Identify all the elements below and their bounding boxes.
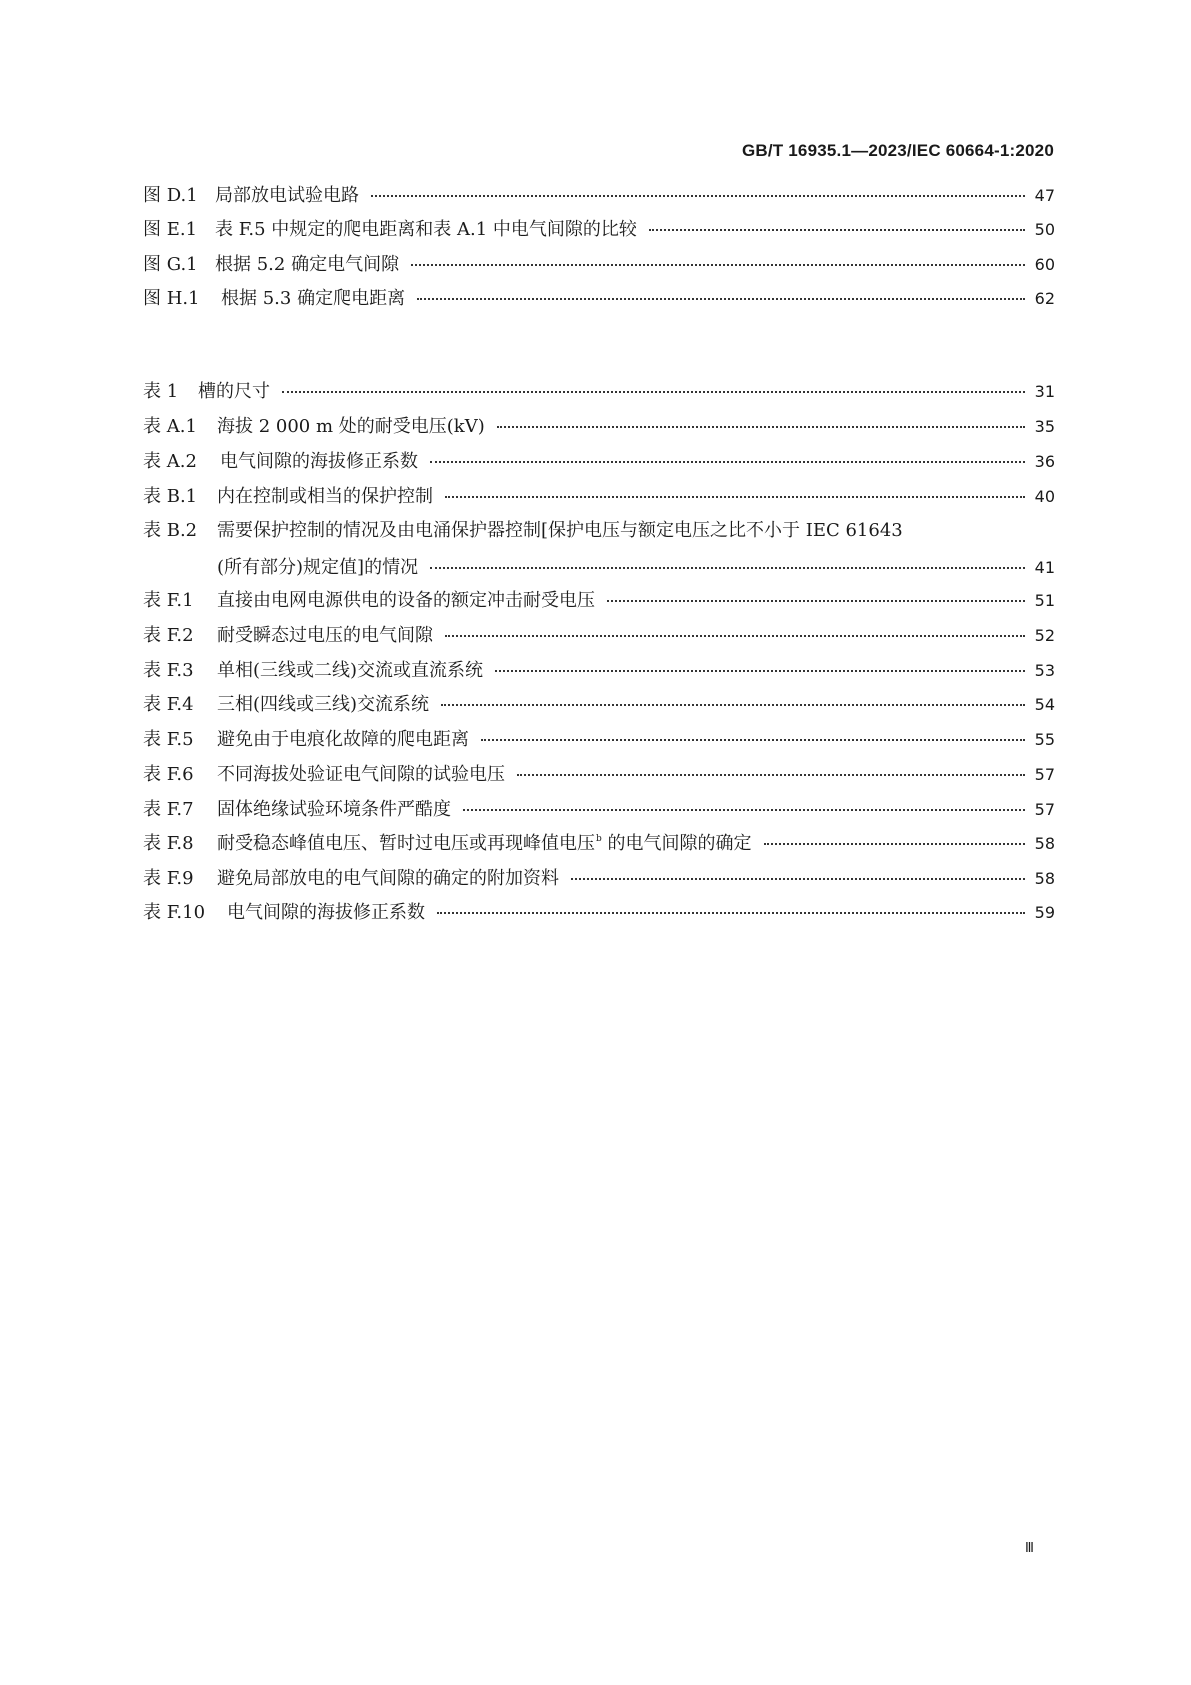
dot-leader (481, 739, 1025, 741)
dot-leader (411, 264, 1025, 266)
entry-label: 表 F.10 (143, 902, 206, 923)
page-number: Ⅲ (1025, 1541, 1033, 1556)
dot-leader (282, 391, 1025, 393)
dot-leader (764, 843, 1025, 845)
entry-title: 表 F.5 中规定的爬电距离和表 A.1 中电气间隙的比较 (215, 219, 637, 240)
toc-entry-figure-h1[interactable] (143, 281, 1055, 317)
entry-title (217, 827, 752, 856)
dot-leader (649, 229, 1025, 231)
entry-label: 表 F.5 (143, 729, 194, 750)
entry-label: 表 F.3 (143, 660, 194, 681)
dot-leader (571, 878, 1025, 880)
entry-title-line1: 需要保护控制的情况及由电涌保护器控制[保护电压与额定电压之比不小于 IEC 61643 (217, 520, 903, 541)
entry-page: 41 (1034, 558, 1055, 577)
entry-label: 表 F.1 (143, 590, 194, 611)
entry-label: 表 B.2 (143, 520, 198, 541)
toc-entry-figure-d1[interactable] (143, 178, 1055, 214)
entry-title: 海拔 2 000 m 处的耐受电压(kV) (217, 416, 485, 437)
entry-page: 50 (1034, 220, 1055, 239)
entry-page: 59 (1034, 903, 1055, 922)
entry-page: 53 (1034, 661, 1055, 680)
entry-title: 避免由于电痕化故障的爬电距离 (217, 729, 469, 750)
entry-label: 表 F.2 (143, 625, 194, 646)
toc-entry-table-b1[interactable] (143, 479, 1055, 515)
dot-leader (417, 298, 1025, 300)
entry-page: 58 (1034, 869, 1055, 888)
toc-entry-table-f8[interactable] (143, 826, 1055, 862)
dot-leader (517, 774, 1025, 776)
toc-entry-figure-e1[interactable] (143, 212, 1055, 248)
toc-entry-table-f10[interactable] (143, 895, 1055, 931)
toc-entry-table-f3[interactable] (143, 653, 1055, 689)
toc-entry-table-f6[interactable] (143, 757, 1055, 793)
entry-label: 图 G.1 (143, 254, 198, 275)
entry-title: 直接由电网电源供电的设备的额定冲击耐受电压 (217, 590, 595, 611)
dot-leader (463, 809, 1025, 811)
dot-leader (445, 635, 1025, 637)
toc-entry-table-f5[interactable] (143, 722, 1055, 758)
entry-label: 图 D.1 (143, 185, 198, 206)
entry-title: 槽的尺寸 (198, 381, 270, 402)
entry-title: 耐受瞬态过电压的电气间隙 (217, 625, 433, 646)
toc-entry-table-f9[interactable] (143, 861, 1055, 897)
dot-leader (437, 912, 1025, 914)
entry-page: 58 (1034, 834, 1055, 853)
entry-label: 表 A.1 (143, 416, 197, 437)
entry-page: 60 (1034, 255, 1055, 274)
footnote-marker: b (596, 834, 602, 844)
entry-page: 31 (1034, 382, 1055, 401)
toc-entry-table-1[interactable] (143, 374, 1055, 410)
entry-page: 57 (1034, 800, 1055, 819)
toc-entry-table-b2[interactable] (143, 514, 1055, 586)
entry-title: 根据 5.3 确定爬电距离 (221, 288, 406, 309)
entry-title: 电气间隙的海拔修正系数 (220, 451, 418, 472)
entry-title: 局部放电试验电路 (215, 185, 359, 206)
entry-label: 表 B.1 (143, 486, 198, 507)
toc-entry-table-a2[interactable] (143, 444, 1055, 480)
entry-title: 内在控制或相当的保护控制 (217, 486, 433, 507)
entry-title-main: 耐受稳态峰值电压、暂时过电压或再现峰值电压 (217, 833, 595, 854)
entry-page: 51 (1034, 591, 1055, 610)
entry-page: 57 (1034, 765, 1055, 784)
dot-leader (495, 670, 1025, 672)
entry-title: (所有部分)规定值]的情况 (217, 557, 419, 578)
entry-title: 避免局部放电的电气间隙的确定的附加资料 (217, 868, 559, 889)
entry-label: 表 1 (143, 381, 179, 402)
entry-label: 图 H.1 (143, 288, 200, 309)
dot-leader (430, 567, 1025, 569)
entry-title: 根据 5.2 确定电气间隙 (215, 254, 400, 275)
document-id-header: GB/T 16935.1—2023/IEC 60664-1:2020 (741, 141, 1054, 160)
dot-leader (371, 195, 1025, 197)
toc-entry-table-f7[interactable] (143, 792, 1055, 828)
entry-page: 62 (1034, 289, 1055, 308)
entry-label: 表 F.9 (143, 868, 194, 889)
entry-label: 表 A.2 (143, 451, 197, 472)
entry-page: 55 (1034, 730, 1055, 749)
entry-title-rest: 的电气间隙的确定 (601, 833, 752, 854)
entry-label: 图 E.1 (143, 219, 198, 240)
entry-title: 单相(三线或二线)交流或直流系统 (217, 660, 484, 681)
toc-entry-table-f1[interactable] (143, 583, 1055, 619)
entry-page: 54 (1034, 695, 1055, 714)
entry-label: 表 F.4 (143, 694, 194, 715)
entry-label: 表 F.8 (143, 833, 194, 854)
entry-page: 52 (1034, 626, 1055, 645)
toc-entry-table-f4[interactable] (143, 687, 1055, 723)
entry-page: 47 (1034, 186, 1055, 205)
toc-entry-table-a1[interactable] (143, 409, 1055, 445)
entry-page: 35 (1034, 417, 1055, 436)
toc-entry-table-f2[interactable] (143, 618, 1055, 654)
entry-page: 40 (1034, 487, 1055, 506)
entry-title: 固体绝缘试验环境条件严酷度 (217, 799, 451, 820)
entry-label: 表 F.7 (143, 799, 194, 820)
entry-title: 三相(四线或三线)交流系统 (217, 694, 430, 715)
entry-title: 不同海拔处验证电气间隙的试验电压 (217, 764, 505, 785)
dot-leader (441, 704, 1025, 706)
entry-page: 36 (1034, 452, 1055, 471)
toc-entry-figure-g1[interactable] (143, 247, 1055, 283)
dot-leader (607, 600, 1025, 602)
dot-leader (497, 426, 1025, 428)
entry-title: 电气间隙的海拔修正系数 (227, 902, 425, 923)
entry-label: 表 F.6 (143, 764, 194, 785)
dot-leader (430, 461, 1025, 463)
dot-leader (445, 496, 1025, 498)
